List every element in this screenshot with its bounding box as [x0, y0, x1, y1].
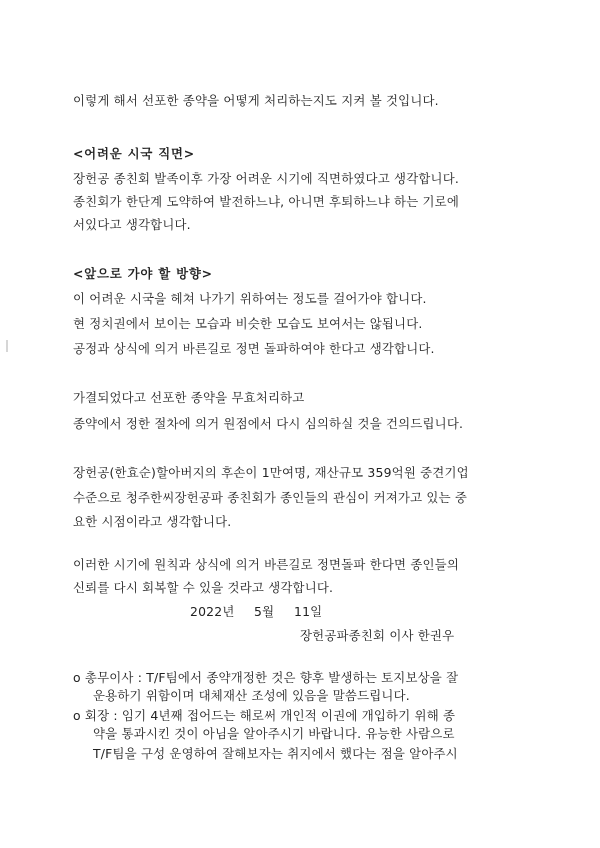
paragraph-line: 공정과 상식에 의거 바른길로 정면 돌파하여야 한다고 생각합니다. — [73, 341, 435, 356]
note-line: T/F팀을 구성 운영하여 잘해보자는 취지에서 했다는 점을 알아주시 — [93, 746, 458, 761]
note-line: 운용하기 위함이며 대체재산 조성에 있음을 말씀드립니다. — [93, 688, 410, 703]
paragraph-line: 종약에서 정한 절차에 의거 원점에서 다시 심의하실 것을 건의드립니다. — [73, 416, 464, 431]
paragraph-line: 장헌공(한효순)할아버지의 후손이 1만여명, 재산규모 359억원 중견기업 — [73, 465, 469, 480]
paragraph-line: 장헌공 종친회 발족이후 가장 어려운 시기에 직면하였다고 생각합니다. — [73, 171, 460, 186]
paragraph-line: 현 정치권에서 보이는 모습과 비슷한 모습도 보여서는 않됩니다. — [73, 316, 423, 331]
date-year: 2022년 — [190, 604, 235, 619]
paragraph-line: 이러한 시기에 원칙과 상식에 의거 바른길로 정면돌파 한다면 종인들의 — [73, 557, 460, 572]
document-date — [190, 604, 322, 620]
paragraph-intro: 이렇게 해서 선포한 종약을 어떻게 처리하는지도 지켜 볼 것입니다. — [73, 93, 439, 108]
paragraph-line: 수준으로 청주한씨장헌공파 종친회가 종인들의 관심이 커져가고 있는 중 — [73, 490, 468, 505]
note-line: o 회장 : 임기 4년째 접어드는 해로써 개인적 이권에 개입하기 위해 종 — [73, 708, 456, 723]
paragraph-line: 가결되었다고 선포한 종약을 무효처리하고 — [73, 390, 305, 405]
signature: 장헌공파종친회 이사 한권우 — [300, 628, 455, 643]
scan-mark — [6, 340, 8, 352]
paragraph-line: 종친회가 한단계 도약하여 발전하느냐, 아니면 후퇴하느냐 하는 기로에 — [73, 194, 460, 209]
paragraph-line: 요한 시점이라고 생각합니다. — [73, 514, 232, 529]
date-day: 11일 — [294, 604, 323, 619]
section-heading-crisis: <어려운 시국 직면> — [73, 146, 195, 161]
note-line: o 총무이사 : T/F팀에서 종약개정한 것은 향후 발생하는 토지보상을 잘 — [73, 670, 459, 685]
paragraph-line: 이 어려운 시국을 헤쳐 나가기 위하여는 정도를 걸어가야 합니다. — [73, 291, 427, 306]
note-line: 약을 통과시킨 것이 아님을 알아주시기 바랍니다. 유능한 사람으로 — [93, 726, 455, 741]
paragraph-line: 서있다고 생각합니다. — [73, 217, 191, 232]
paragraph-line: 신뢰를 다시 회복할 수 있을 것라고 생각합니다. — [73, 580, 334, 595]
section-heading-direction: <앞으로 가야 할 방향> — [73, 266, 213, 281]
date-month: 5월 — [254, 604, 275, 619]
